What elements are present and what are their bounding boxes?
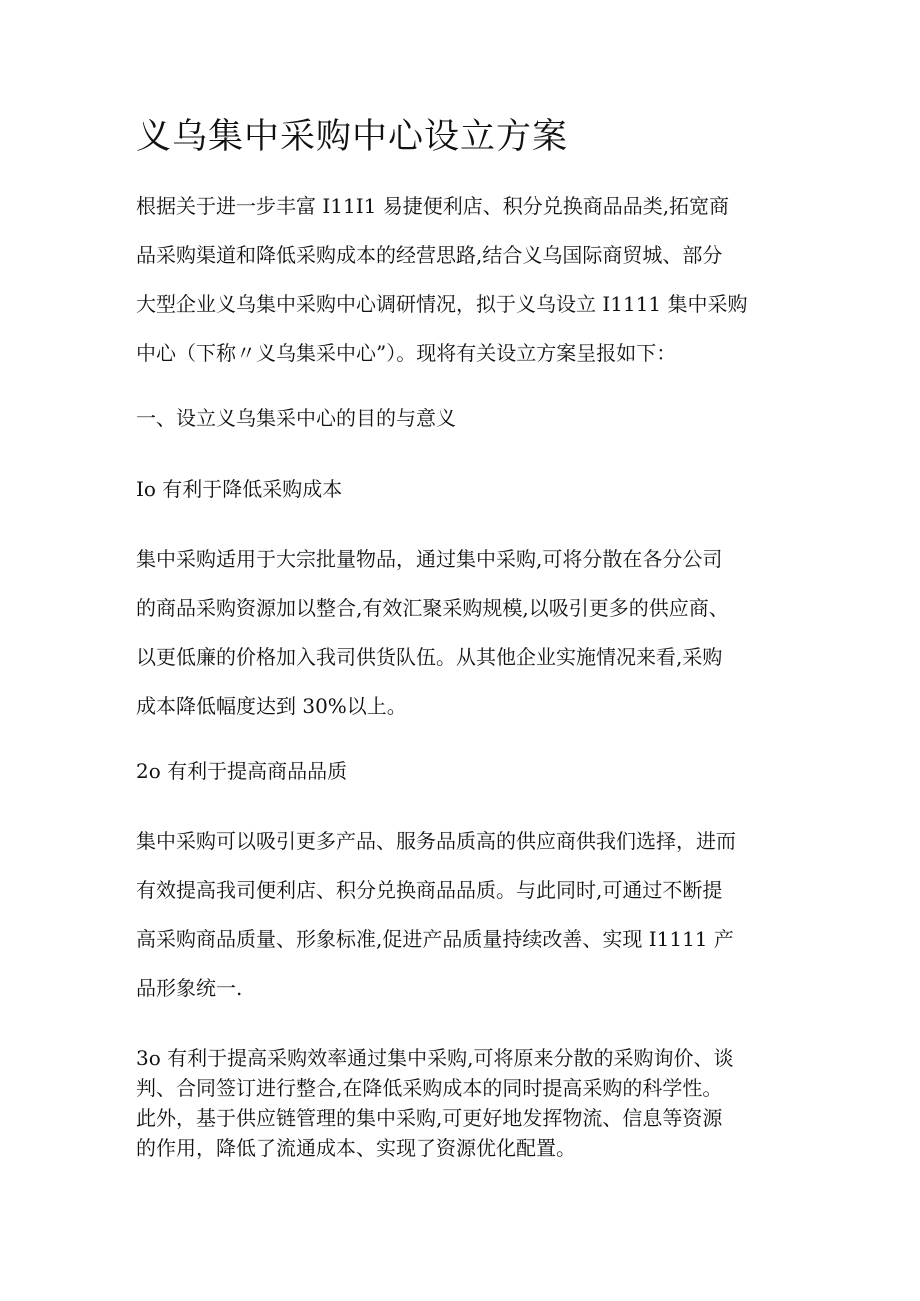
paragraph-line: 的作用，降低了流通成本、实现了资源优化配置。 <box>136 1136 576 1160</box>
paragraph-line: 有效提高我司便利店、积分兑换商品品质。与此同时,可通过不断提 <box>136 878 723 902</box>
paragraph-line: 以更低廉的价格加入我司供货队伍。从其他企业实施情况来看,采购 <box>136 645 723 669</box>
document-title: 义乌集中采购中心设立方案 <box>136 117 569 157</box>
paragraph-line: 品形象统一. <box>136 976 243 1000</box>
item-paragraph-1 <box>136 535 796 731</box>
paragraph-line: 3o 有利于提高采购效率通过集中采购,可将原来分散的采购询价、谈 <box>136 1046 734 1070</box>
intro-paragraph <box>136 182 796 378</box>
paragraph-line: 集中采购可以吸引更多产品、服务品质高的供应商供我们选择，进而 <box>136 829 736 853</box>
paragraph-line: 中心（下称〃义乌集采中心”）。现将有关设立方案呈报如下： <box>136 341 677 365</box>
paragraph-line: 此外，基于供应链管理的集中采购,可更好地发挥物流、信息等资源 <box>136 1106 723 1130</box>
item-paragraph-3 <box>136 1043 796 1163</box>
item-heading-2: 2o 有利于提高商品品质 <box>136 759 348 783</box>
item-heading-1: Io 有利于降低采购成本 <box>136 477 343 501</box>
paragraph-line: 大型企业义乌集中采购中心调研情况，拟于义乌设立 I1111 集中采购 <box>136 292 748 316</box>
paragraph-line: 品采购渠道和降低采购成本的经营思路,结合义乌国际商贸城、部分 <box>136 243 723 267</box>
paragraph-line: 成本降低幅度达到 30%以上。 <box>136 694 407 718</box>
paragraph-line: 根据关于进一步丰富 I11I1 易捷便利店、积分兑换商品品类,拓宽商 <box>136 194 730 218</box>
item-paragraph-2 <box>136 817 796 1013</box>
paragraph-line: 集中采购适用于大宗批量物品，通过集中采购,可将分散在各分公司 <box>136 547 723 571</box>
paragraph-line: 的商品采购资源加以整合,有效汇聚采购规模,以吸引更多的供应商、 <box>136 596 729 620</box>
paragraph-line: 判、合同签订进行整合,在降低采购成本的同时提高采购的科学性。 <box>136 1076 723 1100</box>
paragraph-line: 高采购商品质量、形象标准,促进产品质量持续改善、实现 I1111 产 <box>136 927 734 951</box>
section-heading: 一、设立义乌集采中心的目的与意义 <box>136 406 456 430</box>
